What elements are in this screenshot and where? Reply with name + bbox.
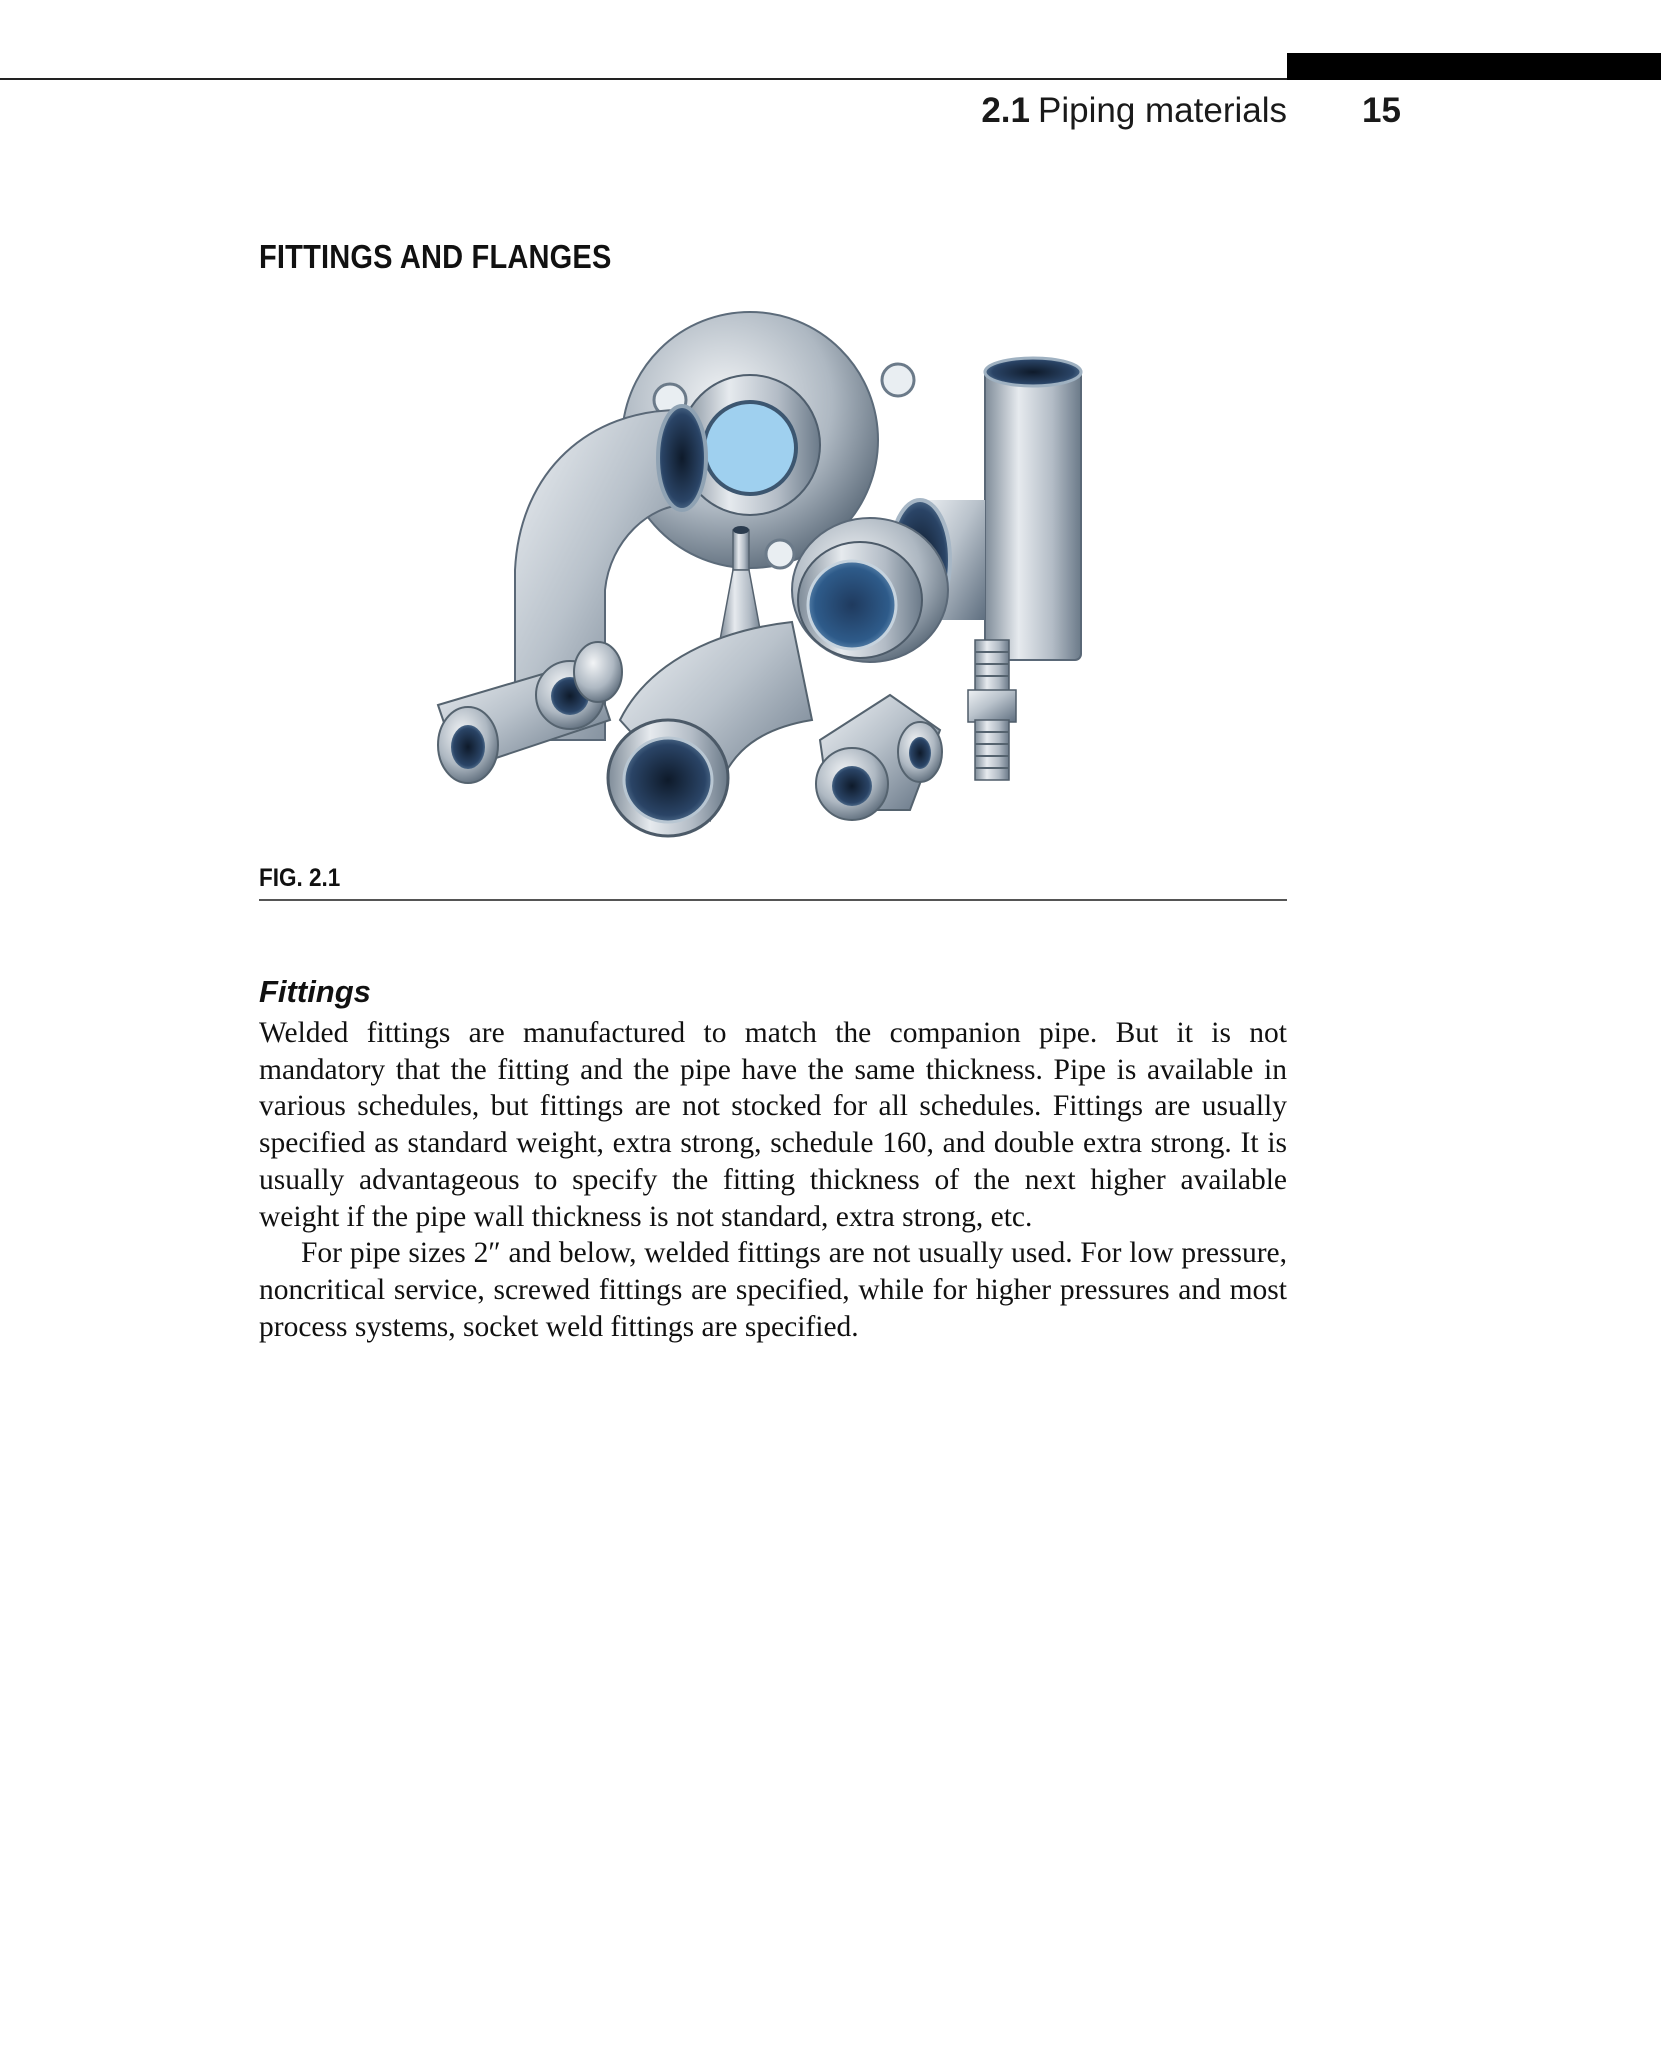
running-head-section-number: 2.1 [981, 91, 1030, 130]
pipe-fittings-illustration [420, 300, 1140, 850]
fittings-heading: Fittings [259, 974, 371, 1009]
stub-end [792, 518, 948, 662]
figure-caption: FIG. 2.1 [259, 864, 341, 892]
elbow-45 [608, 622, 812, 836]
section-heading: FITTINGS AND FLANGES [259, 238, 612, 275]
socket-weld-elbow [816, 695, 942, 820]
running-head [980, 88, 1287, 134]
running-head-section-title: Piping materials [1038, 91, 1287, 130]
header-bar [1287, 53, 1661, 80]
body-text [259, 1015, 1287, 1345]
figure-image [420, 300, 1140, 850]
hex-nipple [968, 640, 1016, 780]
paragraph: Welded fittings are manufactured to match the companion pipe. But it is not mandatory that the fitting and the pipe have the same thickness. Pipe is available in various schedules, but fittings are not stocked for all schedules. Fittings are usually specified as standard weight, extra strong, schedule 160, and double extra strong. It is usually advantageous to specify the fitting thickness of the next higher available weight if the pipe wall thickness is not standard, extra strong, etc. [259, 1017, 1287, 1233]
paragraph: For pipe sizes 2″ and below, welded fittings are not usually used. For low pressure, noncritical service, screwed fittings are specified, while for higher pressures and most process systems, socket weld fittings are specified. [259, 1237, 1287, 1343]
page-number: 15 [1362, 91, 1401, 130]
figure-rule [259, 899, 1287, 901]
